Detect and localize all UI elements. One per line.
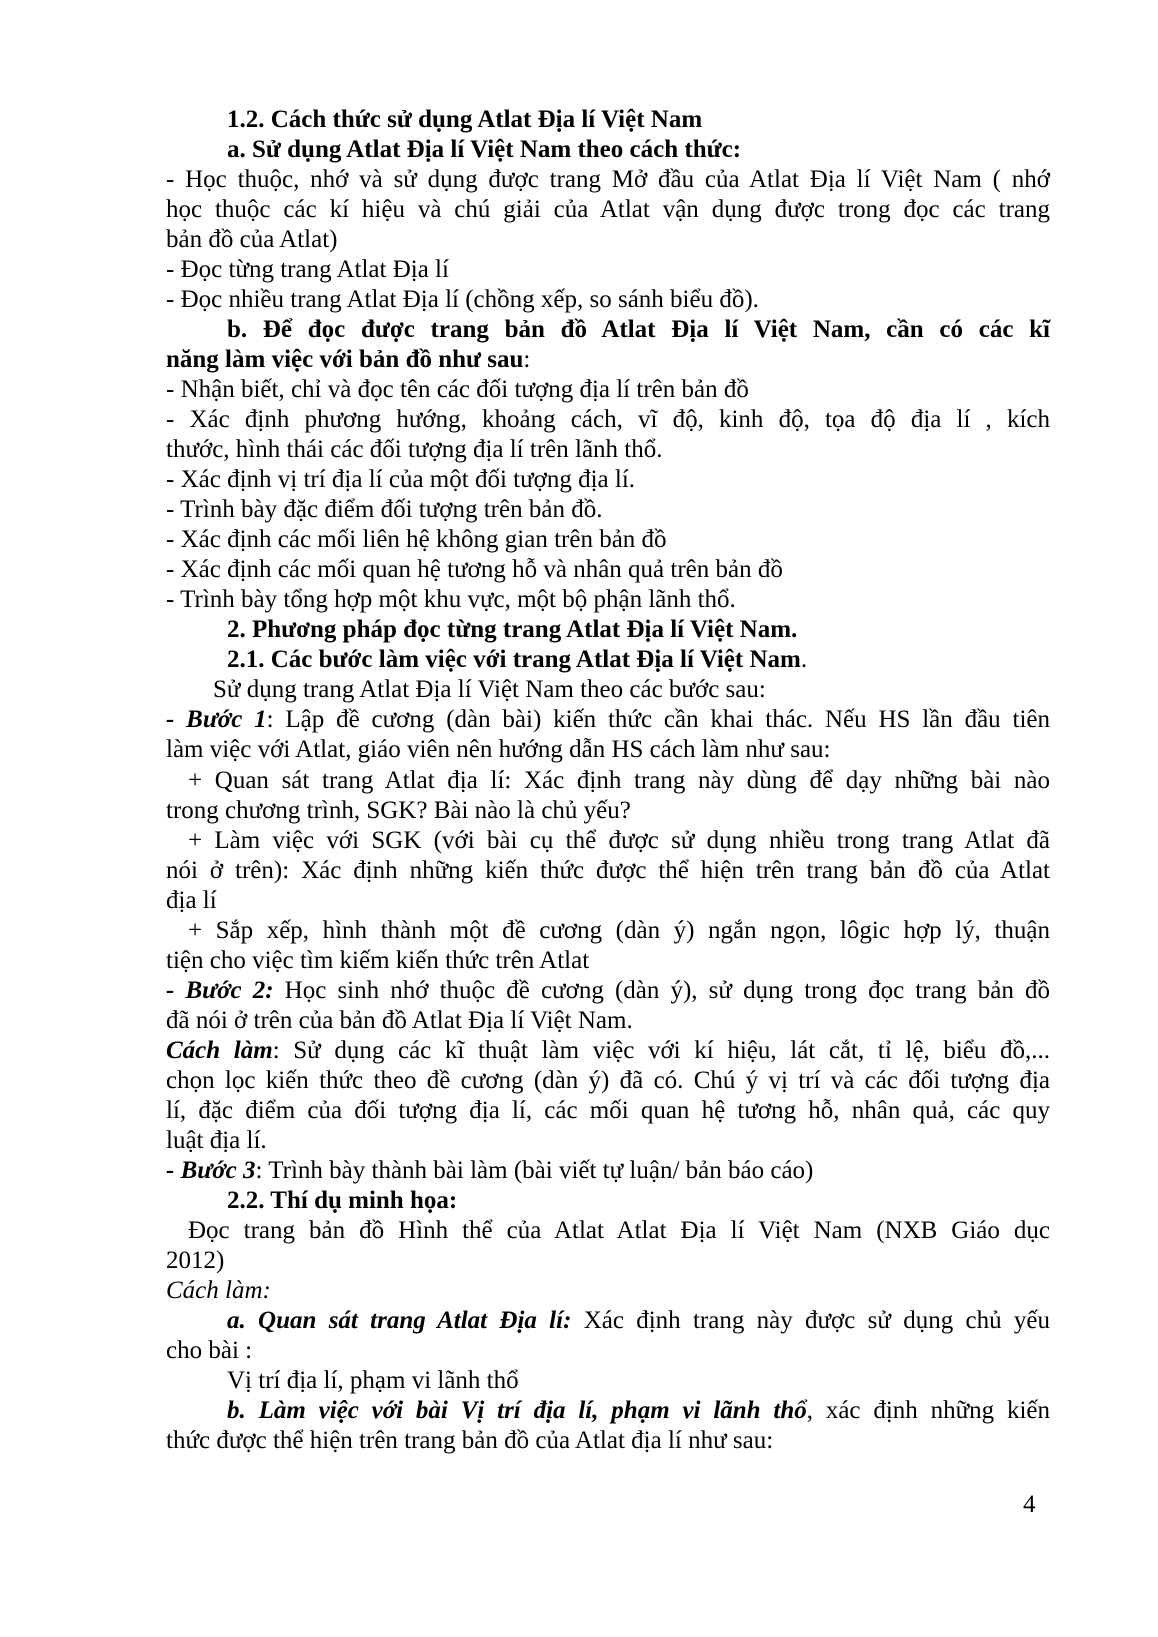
plus-item-2-line-1: + Làm việc với SGK (với bài cụ thể được sử dụng nhiều trong trang Atlat đã (188, 827, 1050, 854)
subheading-2-1-dot: . (800, 646, 808, 673)
method-line-1 (166, 1036, 1050, 1066)
subheading-b-colon: : (523, 346, 531, 373)
method-line-4: luật địa lí. (166, 1127, 267, 1154)
step-2-line-2: đã nói ở trên của bản đồ Atlat Địa lí Việt Nam. (166, 1007, 633, 1034)
subheading-2-1 (227, 645, 1111, 675)
step-2-line-1 (166, 976, 1050, 1006)
step-2-text: Học sinh nhớ thuộc đề cương (dàn ý), sử dụng trong đọc trang bản đồ (273, 977, 1050, 1004)
step-1-line-1 (166, 705, 1050, 735)
example-b-line-2: thức được thể hiện trên trang bản đồ của Atlat địa lí như sau: (166, 1427, 774, 1454)
example-line-1: Đọc trang bản đồ Hình thể của Atlat Atlat Địa lí Việt Nam (NXB Giáo dục (188, 1217, 1050, 1244)
section-heading-1-2: 1.2. Cách thức sử dụng Atlat Địa lí Việt Nam (227, 106, 703, 133)
method-text: : Sử dụng các kĩ thuật làm việc với kí hiệu, lát cắt, tỉ lệ, biểu đồ,... (272, 1037, 1050, 1064)
plus-item-1-line-1: + Quan sát trang Atlat địa lí: Xác định trang này dùng để dạy những bài nào (188, 767, 1050, 794)
example-b-text: , xác định những kiến (806, 1397, 1050, 1424)
a-item-1-line-2: học thuộc các kí hiệu và chú giải của Atlat vận dụng được trong đọc các trang (166, 196, 1050, 223)
subheading-a: a. Sử dụng Atlat Địa lí Việt Nam theo cách thức: (227, 136, 742, 163)
a-item-1-line-1: - Học thuộc, nhớ và sử dụng được trang Mở đầu của Atlat Địa lí Việt Nam ( nhớ (166, 166, 1050, 193)
step-1-line-2: làm việc với Atlat, giáo viên nên hướng dẫn HS cách làm như sau: (166, 736, 831, 763)
example-a-line-2: cho bài : (166, 1337, 253, 1364)
plus-item-2-line-3: địa lí (166, 887, 217, 914)
plus-item-2-line-2: nói ở trên): Xác định những kiến thức được thể hiện trên trang bản đồ của Atlat (166, 857, 1050, 884)
example-b-label: b. Làm việc với bài Vị trí địa lí, phạm vi lãnh thổ (227, 1397, 807, 1424)
example-a-text: Xác định trang này được sử dụng chủ yếu (571, 1307, 1050, 1334)
steps-intro: Sử dụng trang Atlat Địa lí Việt Nam theo các bước sau: (213, 676, 766, 703)
b-item-6: - Xác định các mối quan hệ tương hỗ và nhân quả trên bản đồ (166, 556, 783, 583)
section-heading-2: 2. Phương pháp đọc từng trang Atlat Địa lí Việt Nam. (227, 616, 798, 643)
example-a-line-1 (227, 1306, 1050, 1336)
plus-item-3-line-1: + Sắp xếp, hình thành một đề cương (dàn ý) ngắn ngọn, lôgic hợp lý, thuận (188, 917, 1050, 944)
step-1-text: : Lập đề cương (dàn bài) kiến thức cần khai thác. Nếu HS lần đầu tiên (266, 706, 1050, 733)
step-3-label: - Bước 3 (166, 1157, 256, 1184)
example-a-lesson: Vị trí địa lí, phạm vi lãnh thổ (227, 1367, 519, 1394)
b-item-1: - Nhận biết, chỉ và đọc tên các đối tượng địa lí trên bản đồ (166, 376, 749, 403)
b-item-2-line-2: thước, hình thái các đối tượng địa lí trên lãnh thổ. (166, 436, 663, 463)
b-item-5: - Xác định các mối liên hệ không gian trên bản đồ (166, 526, 667, 553)
page-number: 4 (1023, 1491, 1036, 1518)
b-item-4: - Trình bày đặc điểm đối tượng trên bản đồ. (166, 496, 603, 523)
a-item-2: - Đọc từng trang Atlat Địa lí (166, 256, 449, 283)
plus-item-1-line-2: trong chương trình, SGK? Bài nào là chủ yếu? (166, 797, 631, 824)
subheading-b-line-2-text: năng làm việc với bản đồ như sau (166, 346, 524, 373)
step-2-label: - Bước 2: (166, 977, 274, 1004)
subheading-2-2: 2.2. Thí dụ minh họa: (227, 1187, 458, 1214)
method-label: Cách làm (166, 1037, 273, 1064)
step-3-text: : Trình bày thành bài làm (bài viết tự luận/ bản báo cáo) (255, 1157, 814, 1184)
b-item-3: - Xác định vị trí địa lí của một đối tượng địa lí. (166, 466, 636, 493)
b-item-7: - Trình bày tổng hợp một khu vực, một bộ phận lãnh thổ. (166, 586, 736, 613)
subheading-b-line-2 (166, 345, 1050, 375)
a-item-1-line-3: bản đồ của Atlat) (166, 226, 338, 253)
method-line-3: lí, đặc điểm của đối tượng địa lí, các mối quan hệ tương hỗ, nhân quả, các quy (166, 1097, 1050, 1124)
a-item-3: - Đọc nhiều trang Atlat Địa lí (chồng xếp, so sánh biểu đồ). (166, 286, 759, 313)
example-a-label: a. Quan sát trang Atlat Địa lí: (227, 1307, 572, 1334)
b-item-2-line-1: - Xác định phương hướng, khoảng cách, vĩ độ, kinh độ, tọa độ địa lí , kích (166, 406, 1050, 433)
example-line-2: 2012) (166, 1247, 225, 1274)
method-line-2: chọn lọc kiến thức theo đề cương (dàn ý) đã có. Chú ý vị trí và các đối tượng địa (166, 1067, 1050, 1094)
subheading-2-1-text: 2.1. Các bước làm việc với trang Atlat Địa lí Việt Nam (227, 646, 801, 673)
step-3-line (166, 1156, 1050, 1186)
example-method-label: Cách làm: (166, 1277, 271, 1304)
example-b-line-1 (227, 1396, 1050, 1426)
subheading-b-line-1: b. Để đọc được trang bản đồ Atlat Địa lí Việt Nam, cần có các kĩ (227, 316, 1050, 343)
step-1-label: - Bước 1 (166, 706, 267, 733)
plus-item-3-line-2: tiện cho việc tìm kiếm kiến thức trên Atlat (166, 947, 590, 974)
